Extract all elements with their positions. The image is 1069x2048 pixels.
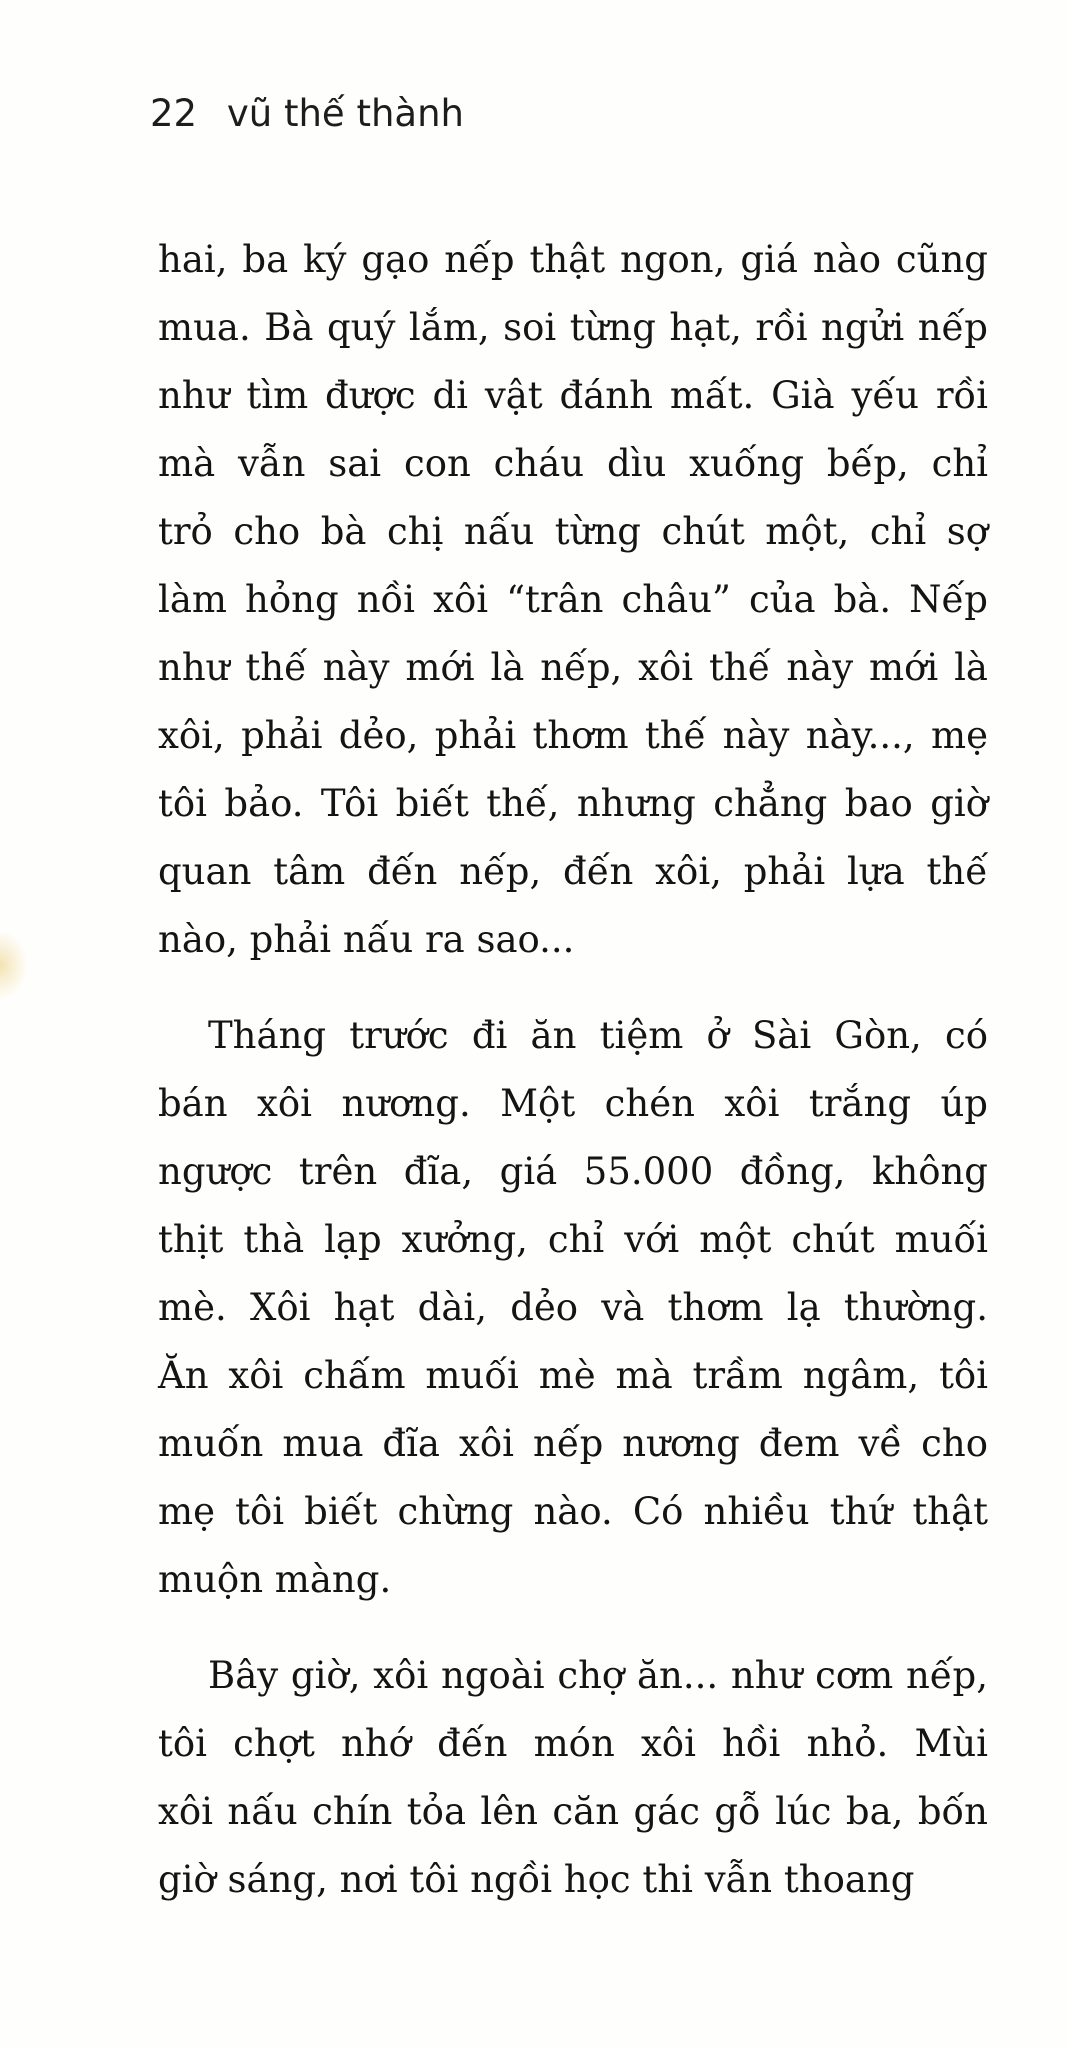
text-line: quan tâm đến nếp, đến xôi, phải lựa thế	[158, 850, 988, 893]
running-head-author: vũ thế thành	[226, 92, 464, 135]
text-line: làm hỏng nồi xôi “trân châu” của bà. Nếp	[158, 578, 988, 621]
paragraph	[158, 226, 988, 974]
text-line: mua. Bà quý lắm, soi từng hạt, rồi ngửi nếp	[158, 306, 988, 349]
text-line: xôi, phải dẻo, phải thơm thế này này..., mẹ	[158, 714, 988, 757]
text-line: hai, ba ký gạo nếp thật ngon, giá nào cũng	[158, 238, 988, 281]
text-line: muốn mua đĩa xôi nếp nương đem về cho	[158, 1422, 988, 1465]
text-line: mà vẫn sai con cháu dìu xuống bếp, chỉ	[158, 442, 988, 485]
text-line: giờ sáng, nơi tôi ngồi học thi vẫn thoang	[158, 1858, 915, 1901]
text-line: nào, phải nấu ra sao...	[158, 918, 575, 961]
page-edge-stain	[0, 930, 28, 1000]
text-line: Ăn xôi chấm muối mè mà trầm ngâm, tôi	[158, 1354, 988, 1397]
text-line: xôi nấu chín tỏa lên căn gác gỗ lúc ba, bốn	[158, 1790, 988, 1833]
text-line: mè. Xôi hạt dài, dẻo và thơm lạ thường.	[158, 1286, 988, 1329]
text-line: muộn màng.	[158, 1558, 392, 1601]
text-line: tôi chợt nhớ đến món xôi hồi nhỏ. Mùi	[158, 1722, 988, 1765]
text-line: mẹ tôi biết chừng nào. Có nhiều thứ thật	[158, 1490, 988, 1533]
page-number: 22	[150, 92, 198, 135]
text-line: tôi bảo. Tôi biết thế, nhưng chẳng bao giờ	[158, 782, 988, 825]
text-line: Bây giờ, xôi ngoài chợ ăn... như cơm nếp,	[208, 1654, 988, 1697]
paragraph	[158, 1002, 988, 1614]
running-head	[150, 92, 464, 135]
text-line: bán xôi nương. Một chén xôi trắng úp	[158, 1082, 988, 1125]
text-line: Tháng trước đi ăn tiệm ở Sài Gòn, có	[208, 1014, 988, 1057]
text-line: thịt thà lạp xưởng, chỉ với một chút muối	[158, 1218, 988, 1261]
text-line: trỏ cho bà chị nấu từng chút một, chỉ sợ	[158, 510, 988, 553]
body-text	[158, 226, 988, 1914]
text-line: như thế này mới là nếp, xôi thế này mới là	[158, 646, 988, 689]
text-line: ngược trên đĩa, giá 55.000 đồng, không	[158, 1150, 988, 1193]
text-line: như tìm được di vật đánh mất. Già yếu rồi	[158, 374, 988, 417]
paragraph	[158, 1642, 988, 1914]
